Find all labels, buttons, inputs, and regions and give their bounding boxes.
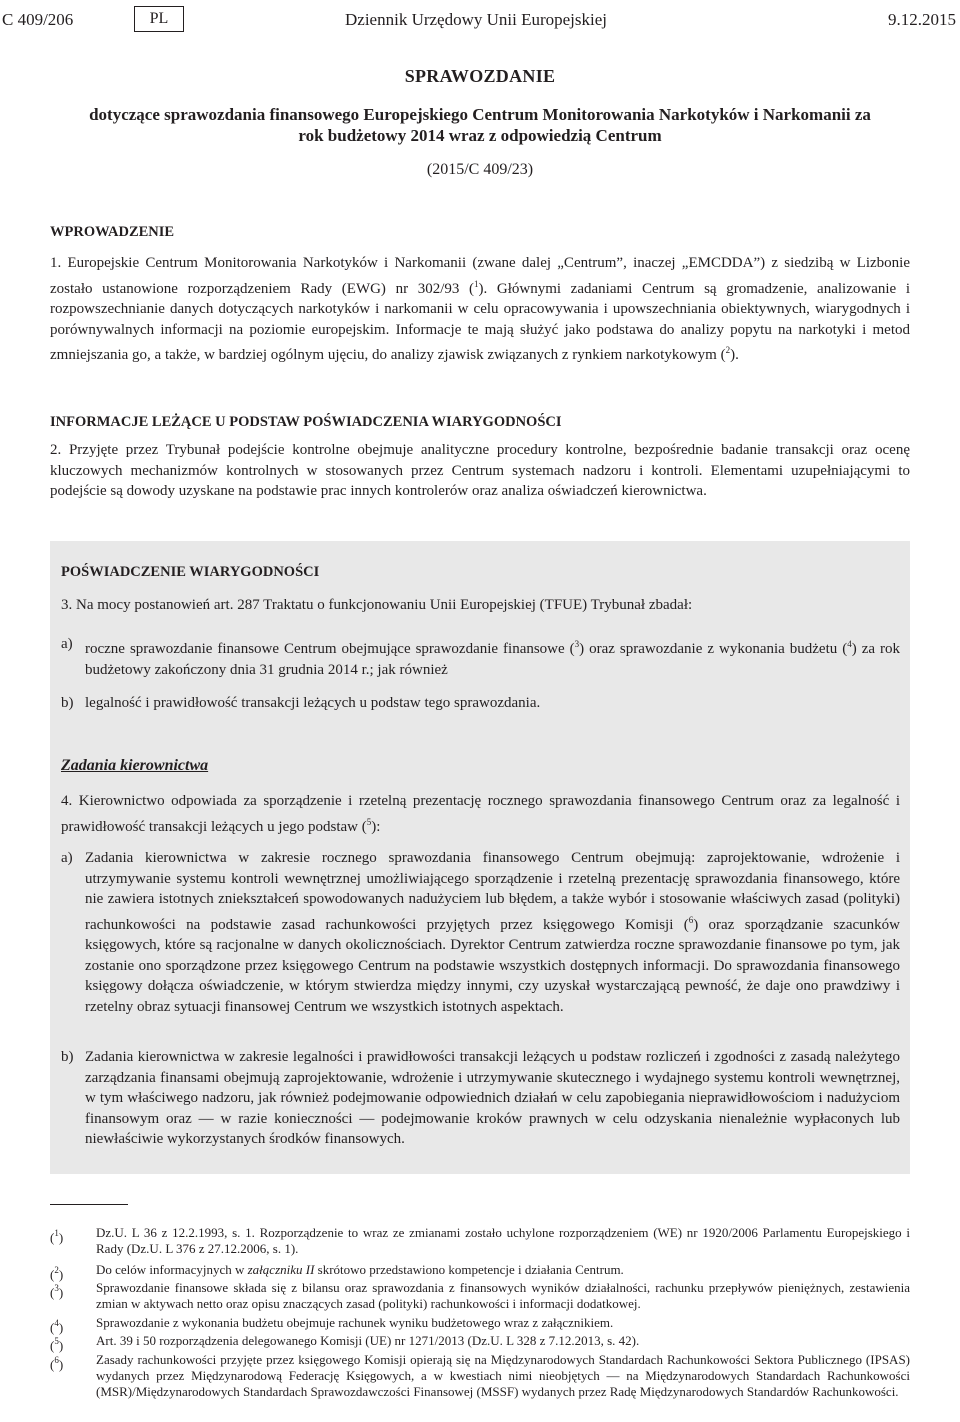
footnote-text-5: Art. 39 i 50 rozporządzenia delegowanego Komisji (UE) nr 1271/2013 (Dz.U. L 328 z 7.12.2013, s. 42).	[96, 1333, 640, 1348]
list-item-a	[61, 634, 900, 680]
footnote-ref-6[interactable]: 6	[688, 914, 694, 925]
page-number: C 409/206	[2, 10, 74, 29]
footnote-marker-5: ($^5$)	[50, 1336, 64, 1353]
list-text-a-3: ) za rok budżetowy zakończony dnia 31 grudnia 2014 r.; jak również	[85, 641, 900, 678]
footnote-marker-4: ($^4$)	[50, 1318, 64, 1335]
document-title: SPRAWOZDANIE	[404, 66, 556, 86]
list-label-b: b)	[61, 695, 74, 711]
list-text-a-1: roczne sprawozdanie finansowe Centrum obejmujące sprawozdanie finansowe (	[85, 641, 575, 657]
paragraph-4-text-a: 4. Kierownictwo odpowiada za sporządzenie i rzetelną prezentację rocznego sprawozdania finansowego Centrum oraz za legalność i prawidłowość transakcji leżących u jego podstaw (	[61, 793, 900, 835]
footnote-text-3: Sprawozdanie finansowe składa się z bilansu oraz sprawozdania z finansowych wyników działalności, rachunku przepływów pieniężnych, zestawienia zmian w aktywach netto oraz opisu znaczących zasad (polityki) rachunkowości i informacji dodatkowej.	[96, 1280, 910, 1311]
footnote-2	[50, 1262, 910, 1282]
footnote-text-1: Dz.U. L 36 z 12.2.1993, s. 1. Rozporządzenie to wraz ze zmianami zostało uchylone rozporządzeniem (WE) nr 1920/2006 Parlamentu Europejskiego i Rady (Dz.U. L 376 z 27.12.2006, s. 1).	[96, 1225, 910, 1256]
paragraph-2: 2. Przyjęte przez Trybunał podejście kontrolne obejmuje analityczne procedury kontrolne, bezpośrednie badanie transakcji oraz ocenę kluczowych mechanizmów kontrolnych w stosowanych przez Centrum systemach nadzoru i kontroli. Elementami uzupełniającymi to podejście są dowody uzyskane na podstawie prac innych kontrolerów oraz analiza oświadczeń kierownictwa.	[50, 442, 910, 499]
footnote-text-6: Zasady rachunkowości przyjęte przez księgowego Komisji opierają się na Międzynarodowych Standardach Rachunkowości Sektora Publicznego (IPSAS) wydanych przez Międzynarodową Federację Księgowych, a w kwestiach nimi nieobjętych — na Międzynarodowych Standardach Rachunkowości (MSR)/Międzynarodowych Standardach Sprawozdawczości Finansowej (MSSF) wydanych przez Radę Międzynarodowych Standardów Rachunkowości.	[96, 1352, 910, 1399]
language-badge: PL	[134, 6, 184, 32]
footnote-text-4: Sprawozdanie z wykonania budżetu obejmuje rachunek wyniku budżetowego wraz z załącznikiem.	[96, 1315, 614, 1330]
footnote-ref-1[interactable]: 1	[474, 278, 479, 289]
footnote-1	[50, 1225, 910, 1257]
basis-heading: INFORMACJE LEŻĄCE U PODSTAW POŚWIADCZENIA WIARYGODNOŚCI	[50, 414, 562, 430]
management-text-b: Zadania kierownictwa w zakresie legalności i prawidłowości transakcji leżących u podstaw rozliczeń i zgodności z zasadą należytego zarządzania finansami obejmują zaprojektowanie, wdrożenie i utrzymywanie skutecznego i wydajnego systemu kontroli wewnętrznej, w tym właściwego nadzoru, jak również podejmowanie odpowiednich działań w celu zapobiegania nieprawidłowościom i nadużyciom finansowym oraz — w razie konieczności — podejmowanie kroków prawnych w celu odzyskania nienależnie wypłaconych lub niewłaściwie wykorzystanych środków finansowych.	[85, 1049, 900, 1147]
footnote-separator	[50, 1204, 128, 1205]
management-item-b	[61, 1047, 900, 1150]
paragraph-4	[61, 791, 900, 837]
document-reference: (2015/C 409/23)	[426, 161, 534, 178]
document-subtitle: dotyczące sprawozdania finansowego Europejskiego Centrum Monitorowania Narkotyków i Narkomanii za rok budżetowy 2014 wraz z odpowiedzią Centrum	[89, 105, 871, 145]
intro-heading: WPROWADZENIE	[50, 224, 175, 240]
footnote-5	[50, 1333, 910, 1353]
list-item-b	[61, 693, 900, 714]
management-text-a-2: ) oraz sporządzanie szacunków księgowych, które są racjonalne w danych okolicznościach. Dyrektor Centrum zatwierdza roczne sprawozdanie finansowe po tym, jak zostanie ono sporządzone przez księgowego Centrum na podstawie wszystkich dostępnych informacji. Do sprawozdania finansowego księgowy dołącza oświadczenie, w którym stwierdza między innymi, czy uzyskał wystarczającą pewność, że daje ono prawdziwy i rzetelny obraz sytuacji finansowej Centrum we wszystkich istotnych aspektach.	[85, 916, 900, 1015]
journal-title: Dziennik Urzędowy Unii Europejskiej	[345, 10, 608, 29]
footnote-marker-3: ($^3$)	[50, 1283, 64, 1300]
footnote-ref-2[interactable]: 2	[725, 345, 731, 355]
list-text-a	[85, 634, 900, 680]
footnote-text-2: Do celów informacyjnych w załączniku II skrótowo przedstawiono kompetencje i działania Centrum.	[96, 1262, 624, 1277]
footnote-marker-2: ($^2$)	[50, 1265, 64, 1282]
management-label-a: a)	[61, 850, 73, 866]
list-label-a: a)	[61, 636, 73, 652]
footnote-ref-3[interactable]: 3	[574, 639, 580, 649]
footnote-marker-1: ($^1$)	[50, 1228, 64, 1245]
management-label-b: b)	[61, 1049, 74, 1065]
page-header	[0, 6, 960, 32]
issue-date: 9.12.2015	[888, 10, 956, 29]
footnote-6	[50, 1352, 910, 1400]
management-text-a-1: Zadania kierownictwa w zakresie rocznego sprawozdania finansowego Centrum obejmują: zaprojektowanie, wdrożenie i utrzymywanie systemu kontroli wewnętrznej umożliwiającego sporządzenie i rzetelną prezentację sprawozdania finansowego, które nie zawiera istotnych zniekształceń spowodowanych nadużyciem lub błędem, a także wybór i stosowanie właściwych zasad (polityki) rachunkowości na podstawie zasad rachunkowości przyjętych przez księgowego Komisji (	[85, 850, 900, 933]
statement-heading: POŚWIADCZENIE WIARYGODNOŚCI	[61, 564, 320, 580]
footnote-4	[50, 1315, 910, 1335]
annex-reference: załączniku II	[247, 1262, 315, 1277]
footnote-marker-6: ($^6$)	[50, 1355, 64, 1372]
paragraph-1-text-a: 1. Europejskie Centrum Monitorowania Narkotyków i Narkomanii (zwane dalej „Centrum”, inaczej „EMCDDA”) z siedzibą w Lizbonie zostało ustanowione rozporządzeniem Rady (EWG) nr 302/93 (	[50, 255, 910, 297]
paragraph-4-text-b: ):	[371, 818, 381, 835]
paragraph-1-text-b: ). Głównymi zadaniami Centrum są gromadzenie, analizowanie i rozpowszechnianie danych dotyczących narkotyków i narkomanii w celu opracowywania i upowszechniania obiektywnych, wiarygodnych i porównywalnych informacji na poziomie europejskim. Informacje te mają służyć jako podstawa do analizy popytu na narkotyki i metod zmniejszania go, a także, w bardziej ogólnym ujęciu, do analizy zjawisk związanych z rynkiem narkotykowym (	[50, 280, 910, 363]
list-text-b: legalność i prawidłowość transakcji leżących u podstaw tego sprawozdania.	[85, 695, 541, 711]
footnote-ref-5[interactable]: 5	[366, 816, 372, 827]
paragraph-1	[50, 253, 910, 366]
paragraph-3: 3. Na mocy postanowień art. 287 Traktatu o funkcjonowaniu Unii Europejskiej (TFUE) Trybunał zbadał:	[61, 597, 693, 613]
footnote-3	[50, 1280, 910, 1312]
management-heading: Zadania kierownictwa	[61, 757, 209, 774]
management-text-a	[85, 848, 900, 1017]
paragraph-1-text-c: ).	[730, 347, 739, 363]
footnote-ref-4[interactable]: 4	[847, 639, 852, 649]
management-item-a	[61, 848, 900, 1017]
statement-box	[50, 541, 910, 1174]
list-text-a-2: ) oraz sprawozdanie z wykonania budżetu (	[579, 641, 848, 657]
